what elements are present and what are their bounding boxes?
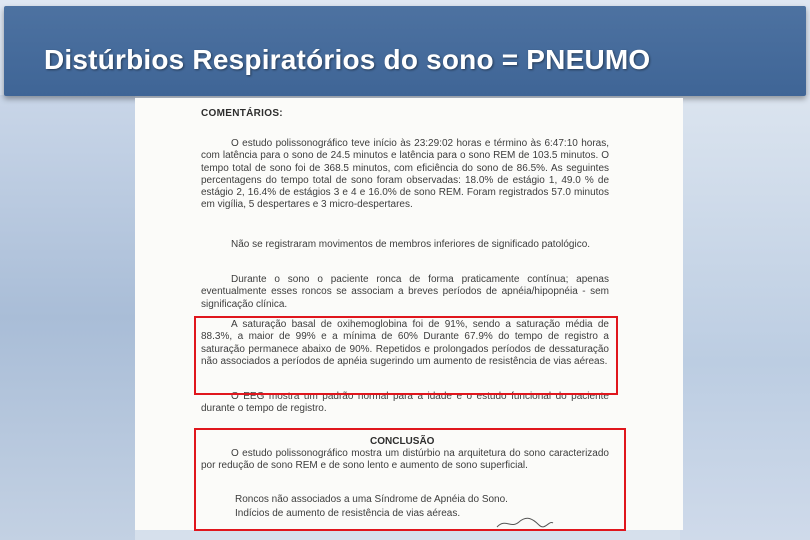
conclusion-item: Roncos não associados a uma Síndrome de Apnéia do Sono. — [235, 494, 508, 505]
slide-background-left — [0, 95, 135, 540]
report-paragraph: O EEG mostra um padrão normal para a idade e o estudo funcional do paciente durante o tempo de registro. — [201, 391, 609, 415]
report-paragraph: Não se registraram movimentos de membros inferiores de significado patológico. — [231, 239, 591, 250]
comments-heading: COMENTÁRIOS: — [201, 108, 283, 119]
slide-title: Distúrbios Respiratórios do sono = PNEUMO — [44, 44, 651, 75]
report-paragraph: A saturação basal de oxihemoglobina foi de 91%, sendo a saturação média de 88.3%, a maior de 99% e a mínima de 60% Durante 67.9% do tempo de registro a saturação permanece abaixo de 90%. Repetidos e prolongados períodos de dessaturação não associados a períodos de apnéia sugerindo um aumento de resistência de vias aéreas. — [201, 319, 609, 367]
conclusion-item: Indícios de aumento de resistência de vias aéreas. — [235, 508, 461, 519]
slide-title-bar — [4, 6, 806, 96]
report-paragraph: O estudo polissonográfico teve início às 23:29:02 horas e término às 6:47:10 horas, com latência para o sono de 24.5 minutos e latência para o sono REM de 103.5 minutos. O tempo total de sono foi de 368.5 minutos, com eficiência do sono de 86.5%. As seguintes percentagens do tempo total de sono foram observadas: 18.0% de estágio 1, 49.0 % de estágio 2, 16.4% de estágios 3 e 4 e 16.0% de sono REM. Foram registrados 57.0 minutos em vigília, 5 despertares e 3 micro-despertares. — [201, 138, 609, 211]
highlight-box-conclusion — [194, 428, 626, 531]
slide-background-right — [680, 95, 810, 540]
conclusion-heading: CONCLUSÃO — [370, 436, 435, 447]
report-paragraph: Durante o sono o paciente ronca de forma praticamente contínua; apenas eventualmente esses roncos se associam a breves períodos de apnéia/hipopnéia - sem significação clínica. — [201, 274, 609, 310]
highlight-box-saturation — [194, 316, 618, 395]
conclusion-paragraph: O estudo polissonográfico mostra um distúrbio na arquitetura do sono caracterizado por redução de sono REM e de sono lento e aumento de sono superficial. — [201, 448, 609, 472]
